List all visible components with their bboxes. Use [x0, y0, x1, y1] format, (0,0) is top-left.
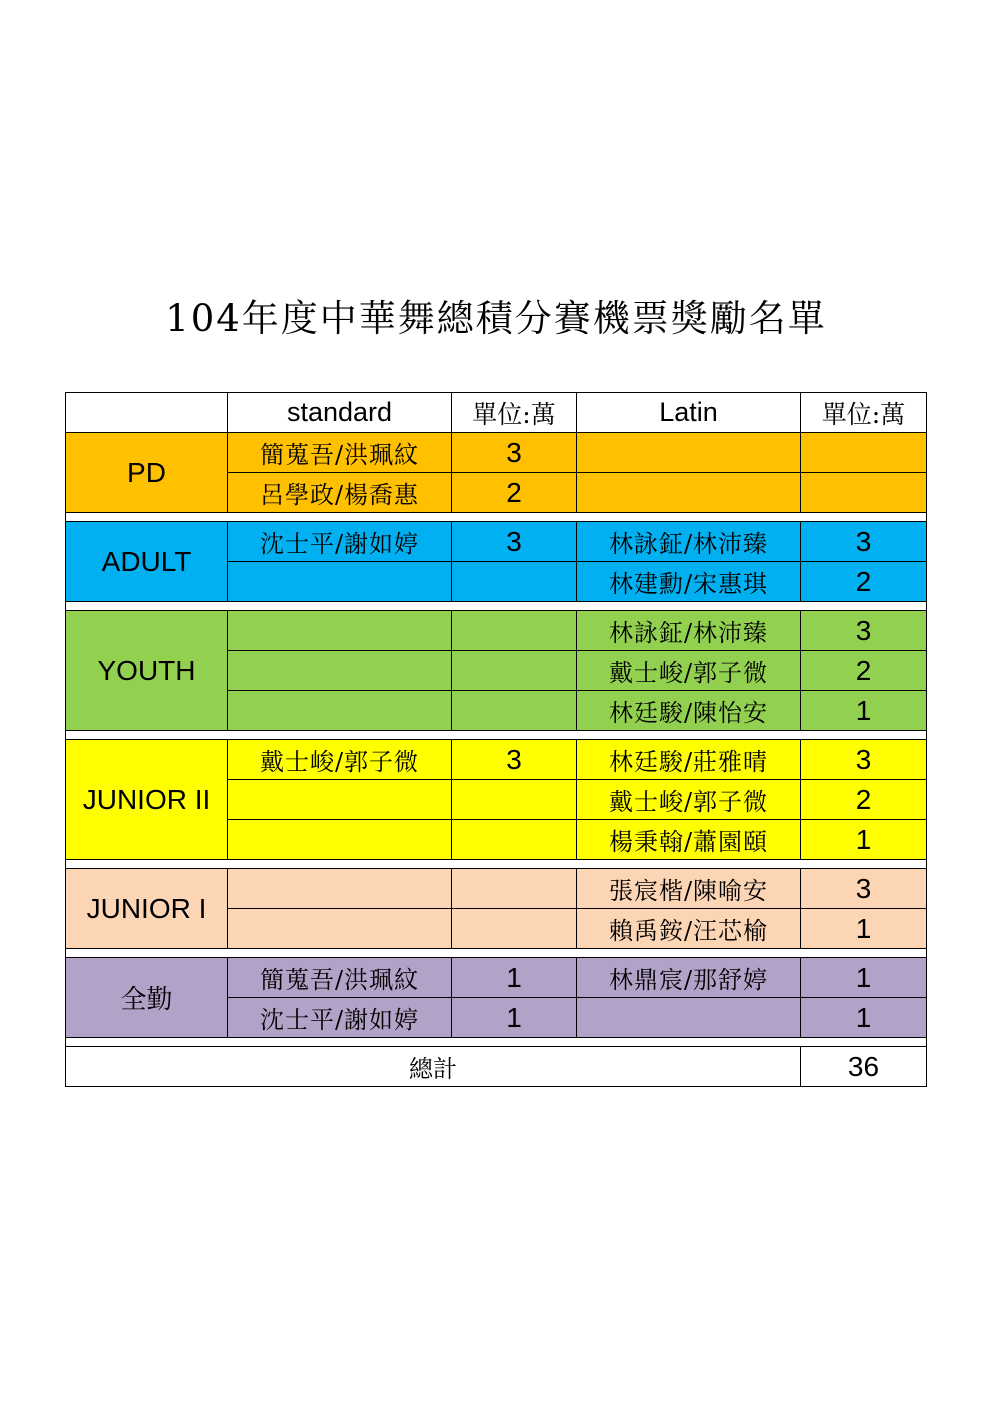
spacer-row: [66, 860, 927, 869]
total-value: 36: [801, 1047, 927, 1087]
standard-couple: [228, 651, 452, 691]
header-latin: Latin: [577, 393, 801, 433]
category-junior-2: JUNIOR II: [66, 740, 228, 860]
standard-amount: 1: [452, 998, 577, 1038]
latin-couple: 林詠鉦/林沛臻: [577, 611, 801, 651]
latin-amount: 1: [801, 909, 927, 949]
latin-couple: 戴士峻/郭子微: [577, 651, 801, 691]
latin-amount: 3: [801, 869, 927, 909]
latin-amount: 2: [801, 562, 927, 602]
standard-amount: [452, 651, 577, 691]
category-attendance: 全勤: [66, 958, 228, 1038]
latin-amount: 3: [801, 611, 927, 651]
latin-amount: [801, 473, 927, 513]
header-blank: [66, 393, 228, 433]
latin-amount: 2: [801, 780, 927, 820]
category-youth: YOUTH: [66, 611, 228, 731]
category-adult: ADULT: [66, 522, 228, 602]
standard-couple: 簡蒐吾/洪珮紋: [228, 958, 452, 998]
latin-couple: [577, 998, 801, 1038]
spacer-row: [66, 949, 927, 958]
latin-amount: 2: [801, 651, 927, 691]
standard-couple: 簡蒐吾/洪珮紋: [228, 433, 452, 473]
latin-amount: 3: [801, 740, 927, 780]
standard-amount: 3: [452, 740, 577, 780]
standard-couple: [228, 909, 452, 949]
spacer-row: [66, 1038, 927, 1047]
category-junior-1: JUNIOR I: [66, 869, 228, 949]
table-row: [66, 522, 927, 562]
page-title: 104年度中華舞總積分賽機票獎勵名單: [165, 297, 827, 340]
latin-couple: 林廷駿/陳怡安: [577, 691, 801, 731]
standard-amount: 3: [452, 522, 577, 562]
total-label: 總計: [66, 1047, 801, 1087]
table-row: [66, 433, 927, 473]
spacer-row: [66, 731, 927, 740]
standard-couple: 沈士平/謝如婷: [228, 522, 452, 562]
category-pd: PD: [66, 433, 228, 513]
standard-amount: 2: [452, 473, 577, 513]
standard-couple: 呂學政/楊喬惠: [228, 473, 452, 513]
latin-couple: 林詠鉦/林沛臻: [577, 522, 801, 562]
standard-amount: [452, 562, 577, 602]
latin-amount: [801, 433, 927, 473]
standard-couple: [228, 562, 452, 602]
standard-amount: [452, 869, 577, 909]
standard-couple: [228, 820, 452, 860]
standard-amount: 1: [452, 958, 577, 998]
latin-couple: [577, 433, 801, 473]
standard-amount: [452, 611, 577, 651]
latin-couple: 戴士峻/郭子微: [577, 780, 801, 820]
standard-amount: [452, 691, 577, 731]
standard-amount: [452, 820, 577, 860]
standard-couple: [228, 869, 452, 909]
total-row: [66, 1047, 927, 1087]
latin-couple: 林廷駿/莊雅晴: [577, 740, 801, 780]
latin-amount: 1: [801, 820, 927, 860]
table-header-row: [66, 393, 927, 433]
table-row: [66, 869, 927, 909]
latin-amount: 1: [801, 958, 927, 998]
standard-couple: [228, 611, 452, 651]
latin-couple: 張宸楷/陳喻安: [577, 869, 801, 909]
table-row: [66, 958, 927, 998]
latin-couple: [577, 473, 801, 513]
latin-couple: 楊秉翰/蕭園頤: [577, 820, 801, 860]
standard-amount: [452, 780, 577, 820]
latin-couple: 賴禹銨/汪芯榆: [577, 909, 801, 949]
standard-couple: 沈士平/謝如婷: [228, 998, 452, 1038]
header-unit-standard: 單位:萬: [452, 393, 577, 433]
standard-amount: [452, 909, 577, 949]
standard-couple: 戴士峻/郭子微: [228, 740, 452, 780]
standard-amount: 3: [452, 433, 577, 473]
spacer-row: [66, 602, 927, 611]
latin-amount: 1: [801, 998, 927, 1038]
latin-couple: 林建勳/宋惠琪: [577, 562, 801, 602]
latin-amount: 1: [801, 691, 927, 731]
latin-amount: 3: [801, 522, 927, 562]
standard-couple: [228, 691, 452, 731]
latin-couple: 林鼎宸/那舒婷: [577, 958, 801, 998]
spacer-row: [66, 513, 927, 522]
header-standard: standard: [228, 393, 452, 433]
standard-couple: [228, 780, 452, 820]
header-unit-latin: 單位:萬: [801, 393, 927, 433]
table-row: [66, 611, 927, 651]
award-table: [65, 392, 927, 1087]
table-row: [66, 740, 927, 780]
